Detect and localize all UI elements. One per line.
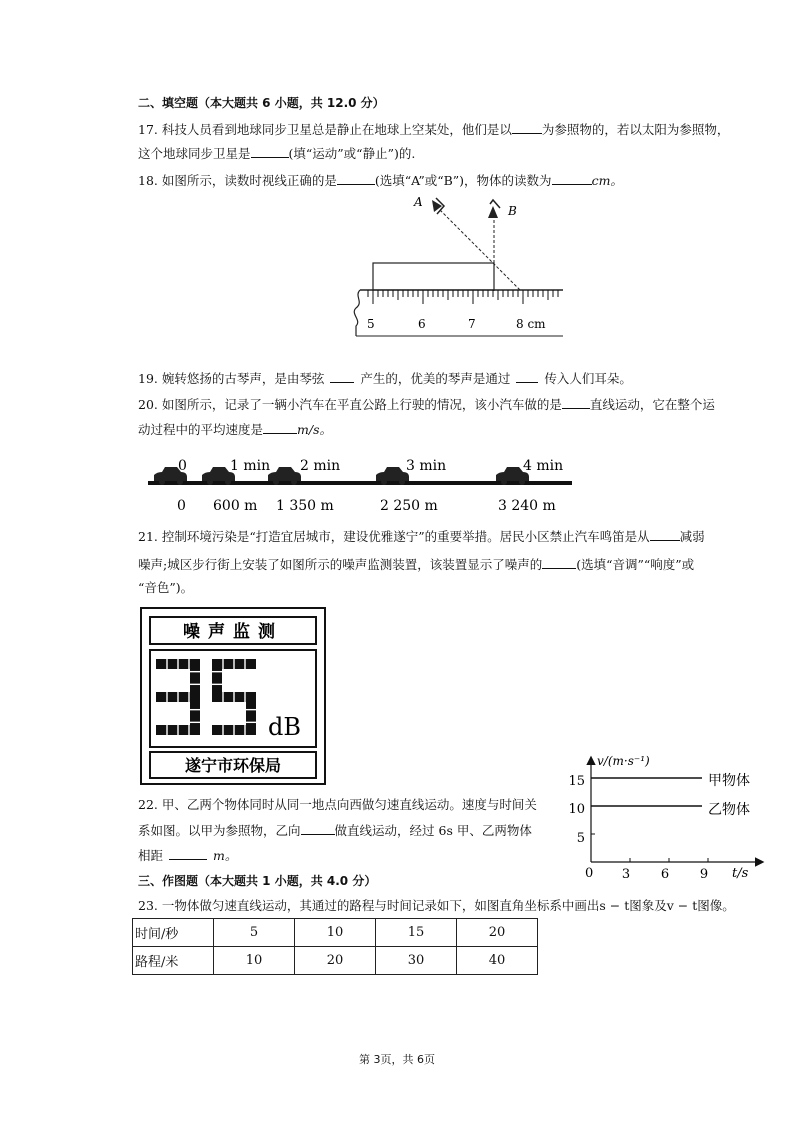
chart-ticks xyxy=(591,778,708,862)
q21-text-b: 减弱 xyxy=(679,529,705,544)
question-18 xyxy=(138,171,623,189)
measured-object xyxy=(373,263,494,290)
origin-label: 0 xyxy=(585,866,594,881)
q19-text-c: 传入人们耳朵。 xyxy=(544,371,632,386)
table-row xyxy=(133,919,538,947)
time-label-1: 1 min xyxy=(230,458,271,474)
q18-blank-2 xyxy=(552,171,592,185)
x-tick-6: 6 xyxy=(660,867,670,882)
table-row xyxy=(133,947,538,975)
q21-text-a: 21. 控制环境污染是“打造宜居城市，建设优雅遂宁”的重要举措。居民小区禁止汽车鸣笛是从 xyxy=(138,529,650,544)
distance-label-2: 1 350 m xyxy=(276,498,334,514)
q18-blank-1 xyxy=(337,171,375,185)
question-19 xyxy=(138,369,632,387)
time-label-3: 3 min xyxy=(406,458,447,474)
ruler-label-6: 6 xyxy=(418,317,426,331)
q17-blank-2 xyxy=(251,144,289,158)
page-footer: 第 3页，共 6页 xyxy=(359,1053,435,1066)
q17-text-a: 17. 科技人员看到地球同步卫星总是静止在地球上空某处，他们是以 xyxy=(138,122,512,137)
display-digit xyxy=(212,659,256,735)
y-tick-5: 5 xyxy=(576,831,585,846)
q21-text-c: 噪声;城区步行街上安装了如图所示的噪声监测装置，该装置显示了噪声的 xyxy=(138,557,543,572)
table-cell: 10 xyxy=(295,919,376,947)
series-label-yi: 乙物体 xyxy=(708,802,750,818)
question-21-line-2 xyxy=(138,555,694,573)
noise-monitor-device xyxy=(140,607,326,785)
time-label-2: 2 min xyxy=(300,458,341,474)
q22-text-d: 相距 xyxy=(138,848,164,863)
x-tick-3: 3 xyxy=(621,867,631,882)
display-digit xyxy=(156,659,200,735)
question-21-line-1 xyxy=(138,527,705,545)
question-17-line-2 xyxy=(138,144,415,162)
table-cell: 10 xyxy=(214,947,295,975)
q19-blank-2 xyxy=(516,369,538,383)
section-heading-fill-in: 二、填空题（本大题共 6 小题，共 12.0 分） xyxy=(138,96,385,110)
q17-text-c: 这个地球同步卫星是 xyxy=(138,146,251,161)
seven-segment-display xyxy=(156,659,256,735)
q17-blank-1 xyxy=(512,120,542,134)
q22-blank-1 xyxy=(301,821,335,835)
velocity-time-chart xyxy=(566,752,766,882)
q22-text-b: 系如图。以甲为参照物，乙向 xyxy=(138,823,301,838)
table-cell: 20 xyxy=(457,919,538,947)
eye-b-icon xyxy=(488,200,500,218)
table-cell: 20 xyxy=(295,947,376,975)
q20-text-d: m/s。 xyxy=(297,422,332,437)
q18-text-b: (选填“A”或“B”)，物体的读数为 xyxy=(374,173,552,188)
q20-blank-2 xyxy=(263,420,297,434)
car-motion-figure xyxy=(140,450,580,516)
sight-line-a xyxy=(440,210,521,291)
question-17-line-1 xyxy=(138,120,729,138)
q18-text-a: 18. 如图所示，读数时视线正确的是 xyxy=(138,173,337,188)
monitor-footer: 遂宁市环保局 xyxy=(184,756,282,775)
ruler-label-7: 7 xyxy=(468,317,476,331)
q19-text-b: 产生的，优美的琴声是通过 xyxy=(360,371,511,386)
q20-blank-1 xyxy=(562,395,590,409)
question-22-line-3 xyxy=(138,846,237,864)
distance-label-3: 2 250 m xyxy=(380,498,438,514)
q18-text-c: cm。 xyxy=(591,173,623,188)
time-distance-table xyxy=(132,918,538,975)
q20-text-b: 直线运动，它在整个运 xyxy=(589,397,715,412)
time-label-4: 4 min xyxy=(523,458,564,474)
section-heading-drawing: 三、作图题（本大题共 1 小题，共 4.0 分） xyxy=(138,874,377,888)
question-21-line-3 xyxy=(138,580,193,596)
x-axis-label: t/s xyxy=(732,866,749,881)
distance-label-1: 600 m xyxy=(213,498,258,514)
monitor-title: 噪声监测 xyxy=(183,622,283,642)
distance-label-4: 3 240 m xyxy=(498,498,556,514)
q17-text-b: 为参照物的，若以太阳为参照物， xyxy=(541,122,730,137)
ruler-figure xyxy=(340,192,580,340)
table-cell: 30 xyxy=(376,947,457,975)
question-20-line-2 xyxy=(138,420,332,438)
table-cell: 时间/秒 xyxy=(133,919,214,947)
series-label-jia: 甲物体 xyxy=(708,773,750,789)
question-22-line-2 xyxy=(138,821,532,839)
q21-blank-2 xyxy=(542,555,576,569)
question-20-line-1 xyxy=(138,395,715,413)
x-tick-9: 9 xyxy=(699,867,709,882)
time-label-0: 0 xyxy=(178,458,187,474)
ruler-ticks xyxy=(368,290,558,304)
q17-text-d: (填“运动”或“静止”)的. xyxy=(288,146,416,161)
q21-text-e: “音色”)。 xyxy=(138,580,194,595)
q20-text-c: 动过程中的平均速度是 xyxy=(138,422,264,437)
q22-blank-2 xyxy=(169,846,207,860)
table-cell: 15 xyxy=(376,919,457,947)
table-cell: 路程/米 xyxy=(133,947,214,975)
y-tick-10: 10 xyxy=(568,802,585,817)
question-22-line-1 xyxy=(138,797,537,813)
question-23: 23. 一物体做匀速直线运动，其通过的路程与时间记录如下，如图直角坐标系中画出s − t图象及v − t图像。 xyxy=(138,898,735,913)
q20-text-a: 20. 如图所示，记录了一辆小汽车在平直公路上行驶的情况，该小汽车做的是 xyxy=(138,397,562,412)
q21-blank-1 xyxy=(650,527,680,541)
y-tick-15: 15 xyxy=(568,774,585,789)
y-axis-label: v/(m·s⁻¹) xyxy=(597,754,650,768)
q22-text-e: m。 xyxy=(213,848,238,863)
distance-label-0: 0 xyxy=(177,498,186,514)
ruler-label-8: 8 cm xyxy=(516,317,546,331)
ruler-label-5: 5 xyxy=(367,317,375,331)
table-cell: 40 xyxy=(457,947,538,975)
table-cell: 5 xyxy=(214,919,295,947)
eye-a-label: A xyxy=(414,195,423,209)
q22-text-a: 22. 甲、乙两个物体同时从同一地点向西做匀速直线运动。速度与时间关 xyxy=(138,797,537,812)
eye-b-label: B xyxy=(508,204,517,218)
q22-text-c: 做直线运动，经过 6s 甲、乙两物体 xyxy=(334,823,532,838)
monitor-unit: dB xyxy=(268,713,301,741)
q19-text-a: 19. 婉转悠扬的古琴声，是由琴弦 xyxy=(138,371,325,386)
q21-text-d: (选填“音调”“响度”或 xyxy=(576,557,695,572)
q19-blank-1 xyxy=(330,369,354,383)
